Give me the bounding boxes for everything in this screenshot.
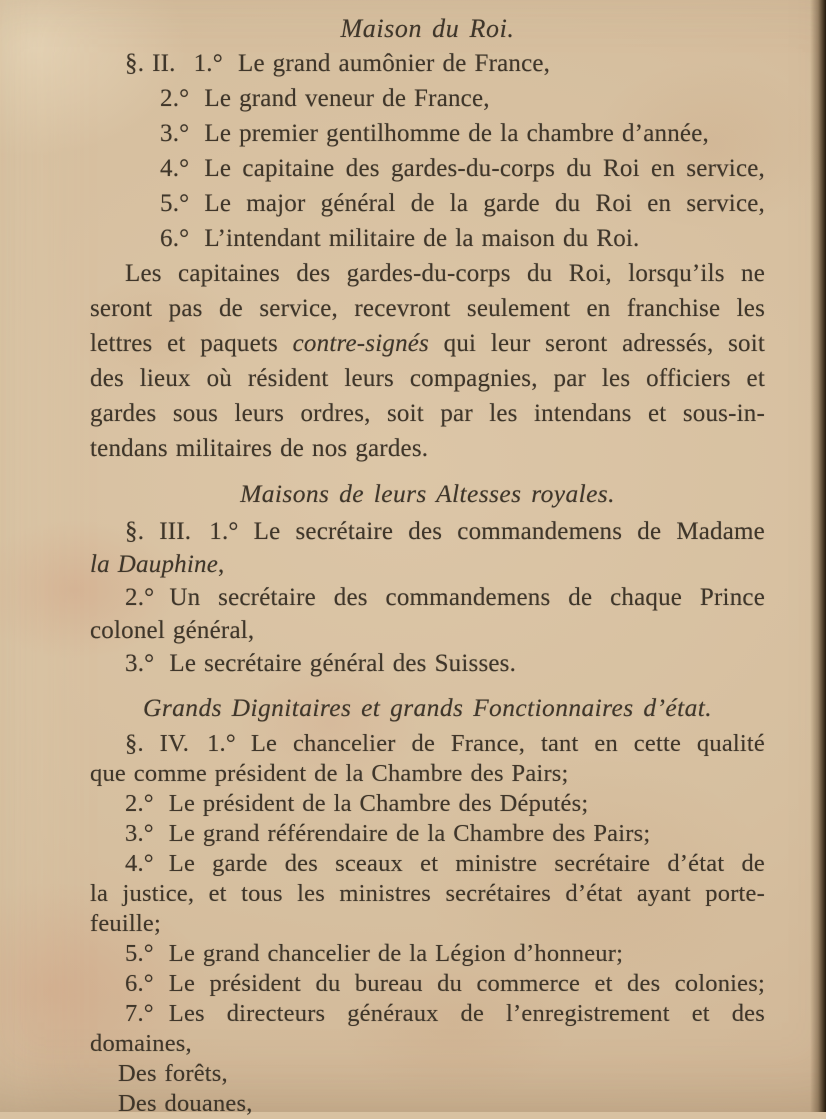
list-item	[90, 81, 765, 116]
item-text: Le grand veneur de France,	[204, 85, 490, 112]
section-iii-heading: Maisons de leurs Altesses royales.	[240, 479, 615, 508]
item-text: Le président de la Chambre des Députés;	[168, 790, 589, 817]
item-text: Un secrétaire des commandemens de chaque Prince	[169, 584, 765, 611]
item-text: Le grand référendaire de la Chambre des Pairs;	[168, 820, 651, 847]
item-number: 4.°	[125, 850, 154, 877]
list-item	[90, 116, 765, 151]
item-text: Le grand chancelier de la Légion d’honneur;	[168, 940, 624, 967]
list-item	[90, 819, 765, 849]
item-text: Les directeurs généraux de l’enregistrement et des	[168, 1000, 765, 1027]
continuation-line: feuille;	[90, 910, 161, 937]
list-item	[90, 999, 765, 1029]
section-mark: §. IV.	[125, 730, 190, 757]
item-text: Le secrétaire des commandemens de Madame	[253, 518, 765, 545]
item-text: Le garde des sceaux et ministre secrétaire d’état de	[168, 850, 765, 877]
item-number: 3.°	[160, 120, 190, 147]
section-iv-heading: Grands Dignitaires et grands Fonctionnaires d’état.	[143, 693, 712, 722]
item-text: Le capitaine des gardes-du-corps du Roi en service,	[204, 155, 765, 182]
paragraph-text: lettres et paquets	[90, 330, 293, 357]
item-number: 1.°	[209, 518, 239, 545]
list-item	[90, 969, 765, 999]
item-number: 6.°	[160, 225, 190, 252]
list-item	[90, 849, 765, 879]
item-number: 3.°	[125, 820, 154, 847]
item-number: 7.°	[125, 1000, 154, 1027]
item-text: ,	[218, 551, 225, 578]
section-iii-opening-line	[90, 515, 765, 548]
continuation-line	[90, 548, 765, 581]
italic-phrase: la Dauphine	[90, 551, 218, 578]
item-number: 3.°	[125, 650, 155, 677]
section-ii-opening-line	[90, 46, 765, 81]
section-mark: §. II.	[125, 50, 176, 77]
item-text: Le premier gentilhomme de la chambre d’année,	[204, 120, 709, 147]
list-item	[90, 581, 765, 614]
section-mark: §. III.	[125, 518, 192, 545]
continuation-line: que comme président de la Chambre des Pairs;	[90, 760, 569, 787]
item-number: 1.°	[193, 50, 223, 77]
item-text: Le secrétaire général des Suisses.	[169, 650, 517, 677]
list-item	[90, 789, 765, 819]
item-number: 5.°	[160, 190, 190, 217]
item-text: Le grand aumônier de France,	[237, 50, 551, 77]
paragraph-line: Les capitaines des gardes-du-corps du Roi, lorsqu’ils ne	[125, 260, 765, 287]
item-number: 2.°	[125, 584, 155, 611]
paragraph-text: qui leur seront adressés, soit	[429, 330, 765, 357]
item-text: Le major général de la garde du Roi en service,	[204, 190, 765, 217]
italic-phrase: contre-signés	[292, 330, 429, 357]
item-text: Le président du bureau du commerce et des colonies;	[168, 970, 765, 997]
section-ii	[90, 46, 765, 466]
list-item	[90, 186, 765, 221]
running-header: Maison du Roi.	[340, 14, 515, 43]
item-number: 5.°	[125, 940, 154, 967]
continuation-line: la justice, et tous les ministres secrétaires d’état ayant porte-	[90, 880, 765, 907]
book-gutter-shadow	[810, 0, 826, 1112]
sub-list-item: Des forêts,	[118, 1060, 228, 1087]
item-number: 2.°	[160, 85, 190, 112]
item-text: L’intendant militaire de la maison du Roi.	[204, 225, 640, 252]
paragraph-line: gardes sous leurs ordres, soit par les intendans et sous-in-	[90, 400, 765, 427]
paragraph-line	[90, 326, 765, 361]
paragraph-line: des lieux où résident leurs compagnies, par les officiers et	[90, 365, 765, 392]
list-item	[90, 939, 765, 969]
sub-list-item: Des douanes,	[118, 1090, 253, 1117]
section-iii	[90, 477, 765, 680]
item-number: 6.°	[125, 970, 154, 997]
section-iv	[90, 691, 765, 1119]
continuation-line: domaines,	[90, 1030, 192, 1057]
continuation-line: colonel général,	[90, 617, 255, 644]
list-item	[90, 151, 765, 186]
item-number: 4.°	[160, 155, 190, 182]
paragraph-line: seront pas de service, recevront seulement en franchise les	[90, 295, 765, 322]
item-number: 2.°	[125, 790, 154, 817]
item-number: 1.°	[207, 730, 236, 757]
paragraph-line: tendans militaires de nos gardes.	[90, 435, 429, 462]
list-item	[90, 221, 765, 256]
list-item	[90, 647, 765, 680]
item-text: Le chancelier de France, tant en cette qualité	[250, 730, 765, 757]
section-iv-opening-line	[90, 729, 765, 759]
